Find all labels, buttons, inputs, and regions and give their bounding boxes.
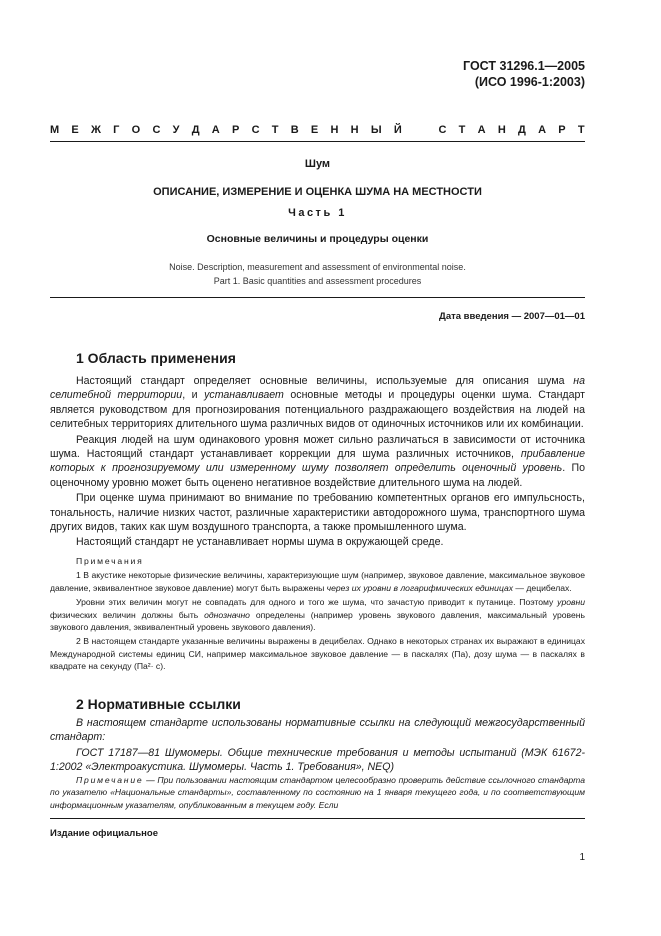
gost-number: ГОСТ 31296.1—2005 (463, 59, 585, 73)
iso-number: (ИСО 1996-1:2003) (474, 75, 585, 89)
topic-title: Шум (304, 158, 331, 170)
standard-type-letter: С (438, 124, 447, 136)
standard-type-letter: Ы (370, 124, 382, 136)
paragraph: Реакция людей на шум одинакового уровня может сильно различаться в зависимости от источника шума. Настоящий стандарт устанавливает коррекции для шума различных источников, прибавление которых к прогнозируемому или измеренному шуму позволяет определить оценочный уровень. По оценочному уровню может быть оценено негативное воздействие длительного шума на людей. (50, 433, 585, 489)
english-title-line: Noise. Description, measurement and assessment of environmental noise. (169, 262, 466, 272)
page-number: 1 (579, 852, 585, 863)
standard-type-letter: Т (458, 124, 466, 136)
english-title (50, 260, 585, 288)
standard-type-letter: Н (350, 124, 359, 136)
standard-type-letter: Н (330, 124, 339, 136)
standard-type-letter: У (172, 124, 180, 136)
standard-type-letter: М (50, 124, 60, 136)
header-divider (50, 141, 585, 142)
section-2-heading: 2 Нормативные ссылки (76, 696, 241, 712)
document-number-block (463, 58, 585, 90)
paragraph: Настоящий стандарт определяет основные величины, используемые для описания шума на селитебной территории, и устанавливает основные методы и процедуры оценки шума. Стандарт является руководством для прогнозирования потенциального раздражающего воздействия на людей на селитебных территориях длительного шума различных видов от одиночных источников или их комбинации. (50, 375, 586, 431)
standard-type-letter: А (477, 124, 486, 136)
notes-label: Примечания (76, 556, 144, 566)
standard-type-letter: Д (518, 124, 526, 136)
standard-type-letter: Ж (90, 124, 101, 136)
standard-type-letter: Р (558, 124, 566, 136)
note-item: 2 В настоящем стандарте указанные величины выражены в децибелах. Однако в некоторых странах их выражают в единицах Международной системы единиц СИ, например максимальное звуковое давление — в паскалях (Па), дозу шума — в паскалях в квадрате на секунду (Па²· с). (50, 636, 585, 672)
standard-type-letter: О (131, 124, 141, 136)
standard-type-letter: Т (577, 124, 585, 136)
subtitle: Основные величины и процедуры оценки (206, 233, 429, 245)
paragraph: При оценке шума принимают во внимание по требованию компетентных органов его импульсность, тональность, наличие низких частот, различные характеристики автодорожного шума, транспортного шума других видов, таких как шум воздушного транспорта, а также промышленного шума. (50, 492, 585, 534)
standard-type-letter: Р (231, 124, 240, 136)
reference-item: ГОСТ 17187—81 Шумомеры. Общие технические требования и методы испытаний (МЭК 61672-1:2002 «Электроакустика. Шумомеры. Часть 1. Требования», NEQ) (50, 746, 585, 774)
standard-type-letter: Е (71, 124, 79, 136)
standard-type-heading (50, 124, 585, 136)
section-1-heading: 1 Область применения (76, 350, 236, 366)
section-1-body (50, 374, 585, 550)
standard-type-letter: С (251, 124, 260, 136)
standard-type-letter: Й (393, 124, 402, 136)
section-1-notes (50, 555, 585, 673)
standard-type-letter: Т (271, 124, 279, 136)
standard-type-letter: Д (191, 124, 200, 136)
main-title: ОПИСАНИЕ, ИЗМЕРЕНИЕ И ОЦЕНКА ШУМА НА МЕСТНОСТИ (153, 186, 482, 198)
standard-type-letter: Н (497, 124, 506, 136)
section-2-note (50, 774, 585, 811)
edition-label: Издание официальное (50, 828, 158, 839)
section-2-body (50, 716, 585, 775)
part-label: Часть 1 (288, 207, 347, 219)
note-item: Примечание — При пользовании настоящим стандартом целесообразно проверить действие ссылочного стандарта по указателю «Национальные стандарты», составленному по состоянию на 1 января текущего года, и по соответствующим информационным указателям, опубликованным в текущем году. Если (50, 775, 585, 810)
footer-divider (50, 818, 585, 819)
intro-date: Дата введения — 2007—01—01 (439, 311, 585, 322)
paragraph: Настоящий стандарт не устанавливает нормы шума в окружающей среде. (76, 536, 444, 549)
paragraph: В настоящем стандарте использованы нормативные ссылки на следующий межгосударственный стандарт: (50, 717, 585, 744)
english-title-line: Part 1. Basic quantities and assessment procedures (213, 276, 422, 286)
standard-type-letter: Е (310, 124, 319, 136)
standard-type-letter: Г (113, 124, 120, 136)
standard-type-letter: А (211, 124, 220, 136)
title-divider (50, 297, 585, 298)
note-item: 1 В акустике некоторые физические величины, характеризующие шум (например, звуковое давление, максимальное звуковое давление, эквивалентное звуковое давление) могут быть выражены через их уровни в логарифмических единицах — децибелах. (50, 570, 585, 593)
standard-type-letter: А (538, 124, 547, 136)
standard-type-letter: В (290, 124, 299, 136)
standard-type-letter: С (152, 124, 161, 136)
note-item: Уровни этих величин могут не совпадать для одного и того же шума, что зачастую приводит к путанице. Поэтому уровни физических величин должны быть однозначно определены (например уровень звукового давления, максимальный уровень звукового давления, эквивалентный уровень звукового давления). (50, 597, 585, 633)
